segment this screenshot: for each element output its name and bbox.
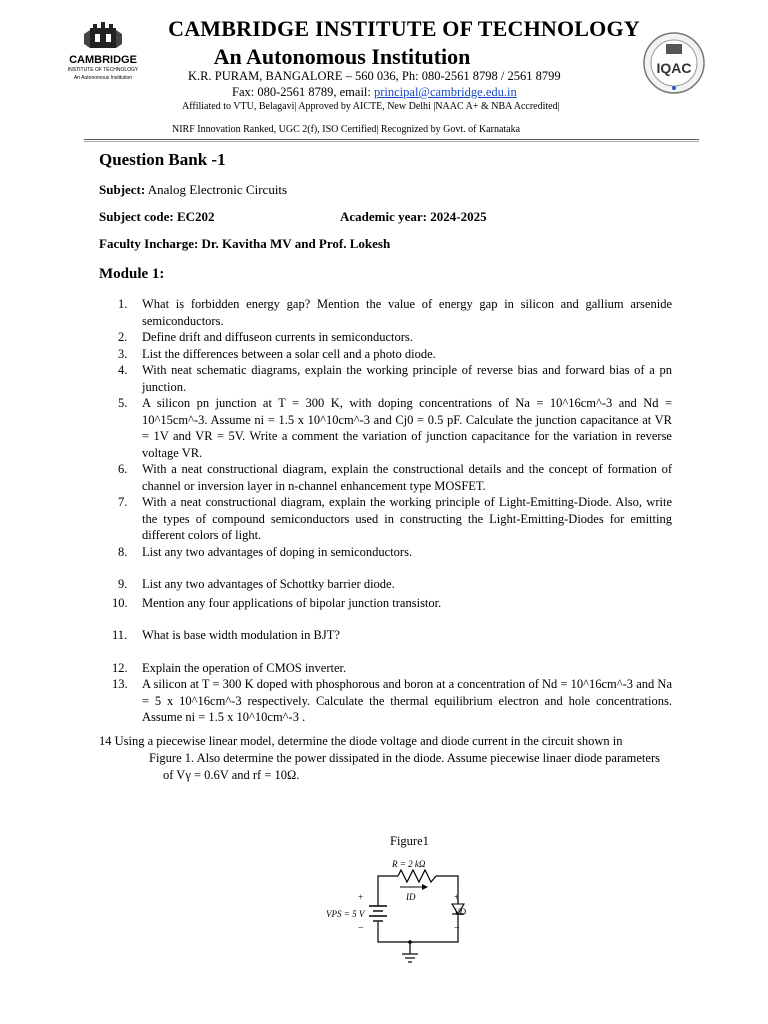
list-item: 5. A silicon pn junction at T = 300 K, with doping concentrations of Na = 10^16cm^-3 and Nd = 10^15cm^-3. Assume ni = 1.5 x 10^10cm^-3 and Cj0 = 0.5 pF. Calculate the junction capacitance at VR = 1V and VR = 5V. Write a comment the variation of junction capacitance for the variation in reverse voltage VR. [118, 396, 672, 460]
list-item: 3. List the differences between a solar cell and a photo diode. [118, 346, 436, 361]
email-link[interactable]: principal@cambridge.edu.in [374, 85, 517, 99]
q14-line3: of Vγ = 0.6V and rf = 10Ω. [163, 768, 300, 782]
subject-code: Subject code: EC202 [99, 209, 215, 224]
q14-line1: 14 Using a piecewise linear model, determine the diode voltage and diode current in the circuit shown in [99, 734, 623, 748]
diode-voltage-label: VD [454, 907, 466, 917]
current-label: ID [406, 892, 416, 902]
institute-address: K.R. PURAM, BANGALORE – 560 036, Ph: 080-2561 8798 / 2561 8799 [188, 69, 561, 83]
source-label: VPS = 5 V [326, 909, 365, 919]
list-item: 2. Define drift and diffuseon currents in semiconductors. [118, 330, 413, 344]
q14-line2: Figure 1. Also determine the power dissipated in the diode. Assume piecewise linaer diode parameters [149, 751, 660, 765]
list-item: 7. With a neat constructional diagram, explain the working principle of Light-Emitting-Diode. Also, write the types of compound semiconductors used in constructing the Light-Emitting-Diodes for emitting different colors of light. [118, 495, 672, 542]
recognition-line: NIRF Innovation Ranked, UGC 2(f), ISO Certified| Recognized by Govt. of Karnataka [172, 124, 521, 135]
list-item: 11. What is base width modulation in BJT? [112, 628, 340, 642]
source-plus: + [358, 892, 364, 902]
header-rule-secondary [84, 141, 699, 142]
list-item: 13. A silicon at T = 300 K doped with phosphorous and boron at a concentration of Nd = 10^16cm^-3 and Na = 5 x 10^16cm^-3 respectively. Calculate the thermal equilibrium electron and hole concentrations. Assume ni = 1.5 x 10^10cm^-3 . [112, 677, 672, 724]
svg-text:INSTITUTE OF TECHNOLOGY: INSTITUTE OF TECHNOLOGY [67, 67, 139, 73]
affiliation-line: Affiliated to VTU, Belagavi| Approved by AICTE, New Delhi |NAAC A+ & NBA Accredited| [182, 101, 560, 112]
svg-text:An Autonomous Institution: An Autonomous Institution [73, 75, 133, 81]
question-list [112, 296, 672, 726]
svg-text:CAMBRIDGE: CAMBRIDGE [69, 54, 137, 66]
list-item: 12. Explain the operation of CMOS inverter. [112, 660, 347, 675]
source-minus: − [358, 923, 364, 934]
institute-subtitle: An Autonomous Institution [213, 44, 471, 69]
faculty-incharge: Faculty Incharge: Dr. Kavitha MV and Prof. Lokesh [99, 236, 391, 251]
list-item: 4. With neat schematic diagrams, explain the working principle of reverse bias and forward bias of a pn junction. [118, 363, 672, 394]
figure-caption: Figure1 [390, 834, 429, 848]
subject-line: Subject: Analog Electronic Circuits [99, 182, 288, 197]
institute-name: CAMBRIDGE INSTITUTE OF TECHNOLOGY [168, 16, 640, 41]
diode-plus: + [454, 892, 460, 902]
list-item: 9. List any two advantages of Schottky barrier diode. [118, 577, 395, 591]
list-item: 1. What is forbidden energy gap? Mention the value of energy gap in silicon and gallium arsenide semiconductors. [118, 297, 672, 328]
question-14 [99, 733, 672, 784]
svg-text:IQAC: IQAC [656, 60, 692, 76]
page-title: Question Bank -1 [99, 150, 226, 169]
academic-year: Academic year: 2024-2025 [340, 209, 487, 224]
resistor-label: R = 2 kΩ [392, 859, 426, 869]
list-item: 6. With a neat constructional diagram, explain the constructional details and the concept of formation of channel or inversion layer in n-channel enhancement type MOSFET. [118, 462, 672, 493]
list-item: 8. List any two advantages of doping in semiconductors. [118, 544, 413, 559]
list-item: 10. Mention any four applications of bipolar junction transistor. [112, 595, 442, 610]
circuit-diagram [318, 856, 478, 970]
diode-minus: − [454, 923, 460, 934]
iqac-logo [640, 30, 708, 96]
module-heading: Module 1: [99, 266, 165, 282]
institute-fax: Fax: 080-2561 8789, email: principal@cambridge.edu.in [232, 85, 517, 99]
header-rule [84, 139, 699, 140]
